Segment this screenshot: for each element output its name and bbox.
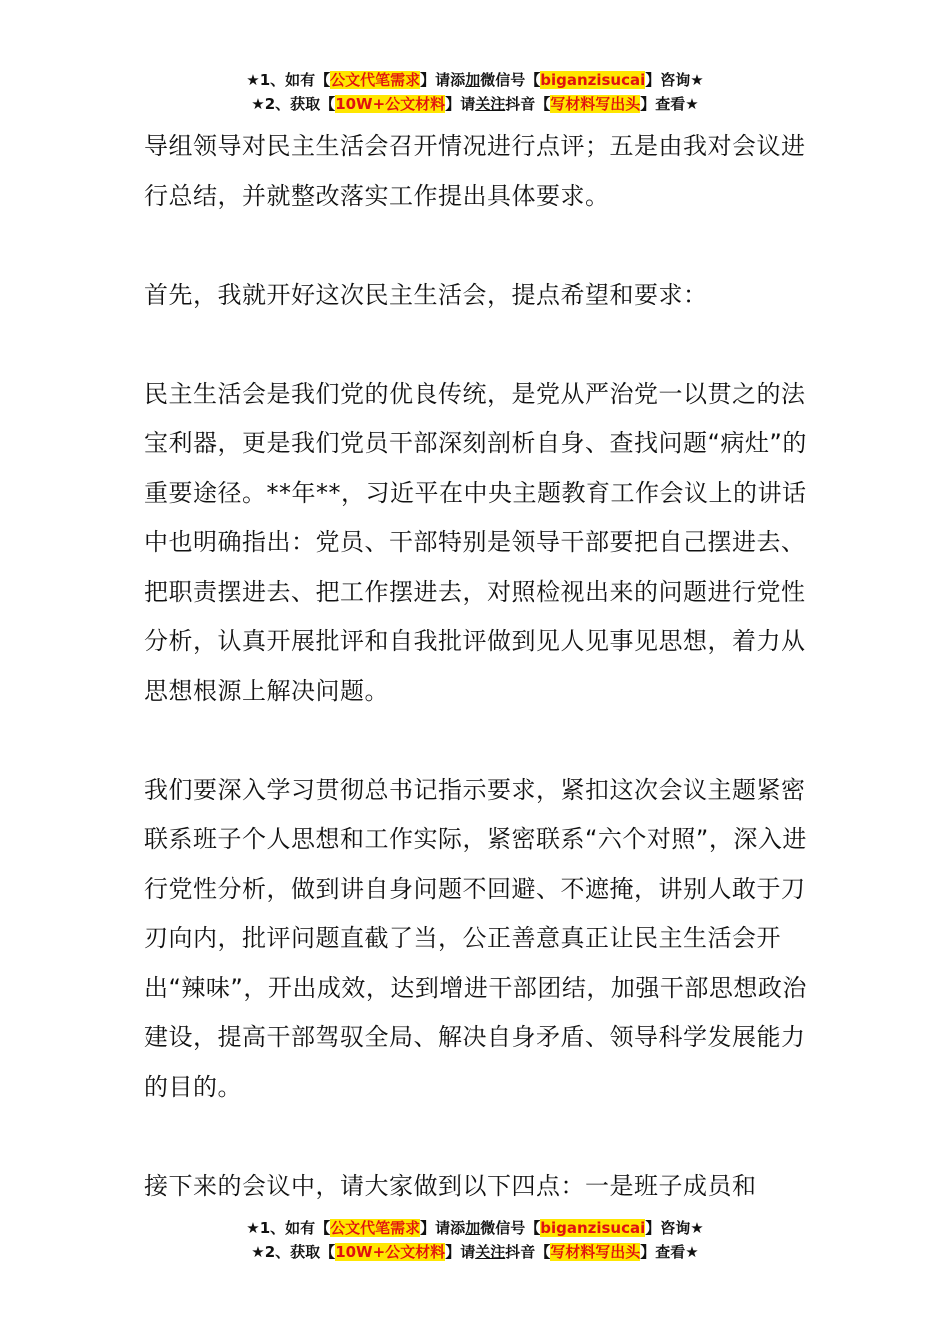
banner-line-2 bbox=[0, 1240, 950, 1264]
header-banner bbox=[0, 68, 950, 116]
banner-text: 】查看★ bbox=[640, 95, 699, 113]
banner-text: 】查看★ bbox=[640, 1243, 699, 1261]
footer-banner bbox=[0, 1216, 950, 1264]
banner-text: ★2、获取【 bbox=[251, 1243, 336, 1261]
banner-text: 抖音【 bbox=[505, 1243, 551, 1261]
banner-emphasis: 加 bbox=[465, 71, 481, 89]
paragraph: 导组领导对民主生活会召开情况进行点评；五是由我对会议进行总结，并就整改落实工作提出具体要求。 bbox=[144, 132, 806, 210]
banner-text: 】请 bbox=[445, 95, 476, 113]
highlight-text: 10W+公文材料 bbox=[335, 1243, 446, 1261]
highlight-text: 10W+公文材料 bbox=[335, 95, 446, 113]
banner-text: 抖音【 bbox=[505, 95, 551, 113]
banner-text: 】请 bbox=[445, 1243, 476, 1261]
highlight-text: biganzisucai bbox=[540, 71, 646, 89]
banner-emphasis: 加 bbox=[465, 1219, 481, 1237]
highlight-text: 公文代笔需求 bbox=[330, 1219, 421, 1237]
banner-text: 】咨询★ bbox=[645, 71, 704, 89]
banner-text: ★2、获取【 bbox=[251, 95, 336, 113]
banner-text: 】咨询★ bbox=[645, 1219, 704, 1237]
banner-line-1 bbox=[0, 1216, 950, 1240]
document-body bbox=[144, 122, 812, 1211]
banner-emphasis: 关注 bbox=[475, 1243, 506, 1261]
banner-text: 微信号【 bbox=[480, 71, 541, 89]
banner-emphasis: 关注 bbox=[475, 95, 506, 113]
highlight-text: 写材料写出头 bbox=[550, 95, 641, 113]
banner-text: 】请添 bbox=[420, 1219, 466, 1237]
highlight-text: biganzisucai bbox=[540, 1219, 646, 1237]
banner-line-1 bbox=[0, 68, 950, 92]
banner-line-2 bbox=[0, 92, 950, 116]
banner-text: 微信号【 bbox=[480, 1219, 541, 1237]
banner-text: ★1、如有【 bbox=[246, 71, 331, 89]
banner-text: 】请添 bbox=[420, 71, 466, 89]
highlight-text: 公文代笔需求 bbox=[330, 71, 421, 89]
paragraph: 我们要深入学习贯彻总书记指示要求，紧扣这次会议主题紧密联系班子个人思想和工作实际，紧密联系“六个对照”，深入进行党性分析，做到讲自身问题不回避、不遮掩，讲别人敢于刀刃向内，批评问题直截了当，公正善意真正让民主生活会开出“辣味”，开出成效，达到增进干部团结，加强干部思想政治建设，提高干部驾驭全局、解决自身矛盾、领导科学发展能力的目的。 bbox=[144, 775, 807, 1101]
paragraph: 民主生活会是我们党的优良传统，是党从严治党一以贯之的法宝利器，更是我们党员干部深刻剖析自身、查找问题“病灶”的重要途径。**年**，习近平在中央主题教育工作会议上的讲话中也明确指出：党员、干部特别是领导干部要把自己摆进去、把职责摆进去、把工作摆进去，对照检视出来的问题进行党性分析，认真开展批评和自我批评做到见人见事见思想，着力从思想根源上解决问题。 bbox=[144, 379, 807, 705]
banner-text: ★1、如有【 bbox=[246, 1219, 331, 1237]
paragraph: 首先，我就开好这次民主生活会，提点希望和要求： bbox=[144, 280, 708, 309]
highlight-text: 写材料写出头 bbox=[550, 1243, 641, 1261]
paragraph: 接下来的会议中，请大家做到以下四点：一是班子成员和 bbox=[144, 1171, 757, 1200]
